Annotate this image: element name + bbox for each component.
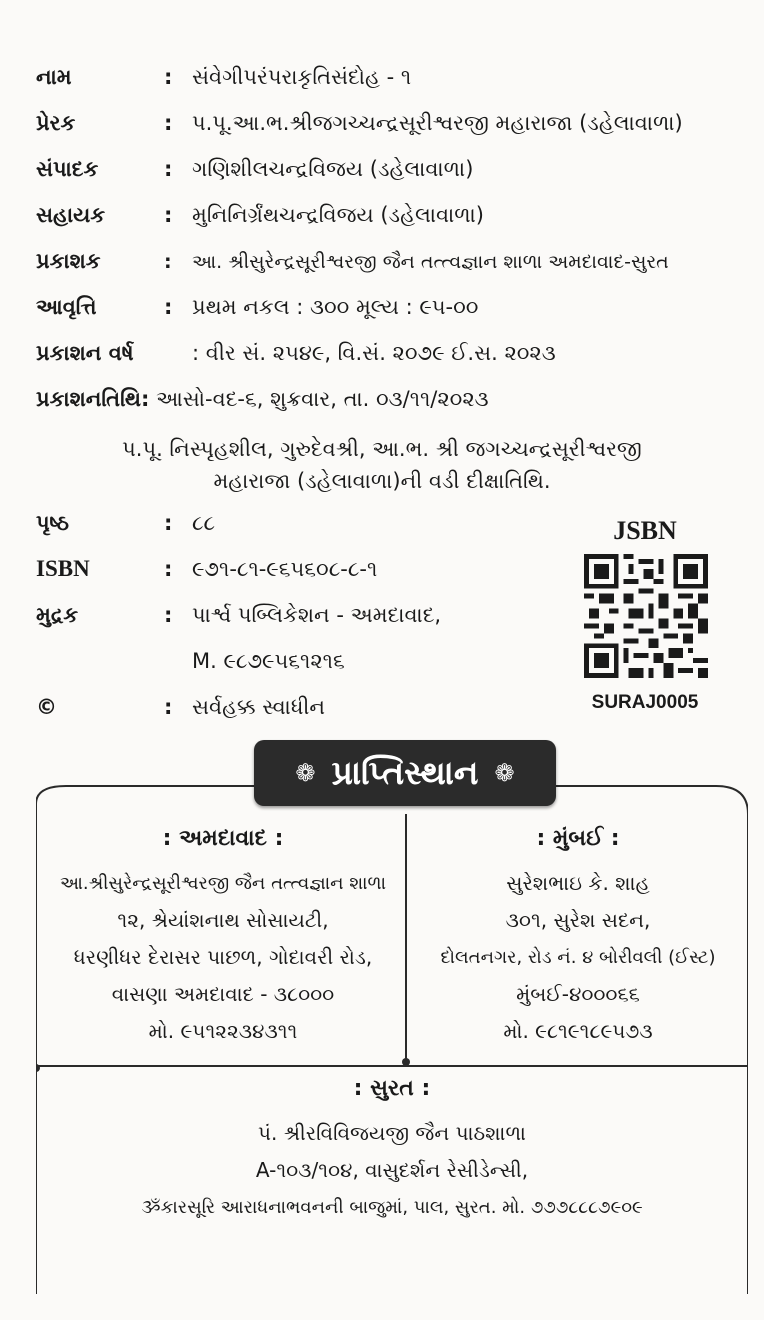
detail-row-year: પ્રકાશન વર્ષ : વીર સં. ૨૫૪૯, વિ.સં. ૨૦૭૯ ઈ.સ. ૨૦૨૩ xyxy=(36,338,556,368)
detail-row-edition: આવૃત્તિ : પ્રથમ નકલ : ૩૦૦ મૂલ્ય : ૯૫-૦૦ xyxy=(36,292,478,322)
detail-label: પૃષ્ઠ xyxy=(36,511,69,535)
jsbn-title: JSBN xyxy=(613,516,677,545)
detail-row-printer: મુદ્રક : પાર્શ્વ પબ્લિકેશન - અમદાવાદ, xyxy=(36,600,441,630)
detail-label: સહાયક xyxy=(36,203,106,227)
detail-value: સર્વહક્ક સ્વાધીન xyxy=(192,695,326,719)
detail-row-assistant: સહાયક : મુનિનિર્ગ્રંથચન્દ્રવિજય (ડહેલાવાળા) xyxy=(36,200,484,230)
address-line: મુંબઈ-૪૦૦૦૬૬ xyxy=(516,982,640,1006)
ahmedabad-heading: : અમદાવાદ : xyxy=(162,826,284,851)
flower-ornament-icon: ❁ xyxy=(295,759,316,787)
detail-value: મુનિનિર્ગ્રંથચન્દ્રવિજય (ડહેલાવાળા) xyxy=(192,203,484,227)
detail-value: પ.પૂ.આ.ભ.શ્રીજગચ્ચન્દ્રસૂરીશ્વરજી મહારાજા (ડહેલાવાળા) xyxy=(192,111,683,135)
jsbn-code: SURAJ0005 xyxy=(591,692,699,713)
detail-row-printer-mobile xyxy=(192,646,345,676)
detail-row-pages: પૃષ્ઠ : ૮૮ xyxy=(36,508,215,538)
detail-value: પ્રથમ નકલ : ૩૦૦ મૂલ્ય : ૯૫-૦૦ xyxy=(192,295,479,319)
detail-value: આ. શ્રીસુરેન્દ્રસૂરીશ્વરજી જૈન તત્ત્વજ્ઞાન શાળા અમદાવાદ-સુરત xyxy=(192,251,669,273)
availability-title: પ્રાપ્તિસ્થાન xyxy=(331,753,479,792)
detail-value: ગણિશીલચન્દ્રવિજય (ડહેલાવાળા) xyxy=(192,157,474,181)
detail-label: પ્રકાશક xyxy=(36,249,101,273)
ahmedabad-address xyxy=(40,820,406,1050)
detail-row-isbn: ISBN : ૯૭૧-૮૧-૯૬૫૬૦૮-૮-૧ xyxy=(36,554,377,584)
detail-row-publisher: પ્રકાશક : આ. શ્રીસુરેન્દ્રસૂરીશ્વરજી જૈન તત્ત્વજ્ઞાન શાળા અમદાવાદ-સુરત xyxy=(36,246,669,277)
surat-heading: : સુરત : xyxy=(353,1076,431,1101)
detail-value: વીર સં. ૨૫૪૯, વિ.સં. ૨૦૭૯ ઈ.સ. ૨૦૨૩ xyxy=(205,341,556,365)
address-line: ૧૨, શ્રેયાંશનાથ સોસાયટી, xyxy=(117,908,329,932)
availability-banner xyxy=(254,740,556,806)
address-line: આ.શ્રીસુરેન્દ્રસૂરીશ્વરજી જૈન તત્ત્વજ્ઞાન શાળા xyxy=(59,873,387,894)
address-line: A-૧૦૩/૧૦૪, વાસુદર્શન રેસીડેન્સી, xyxy=(255,1158,529,1182)
detail-label: પ્રેરક xyxy=(36,111,76,135)
detail-label: સંપાદક xyxy=(36,157,99,181)
dedication-line-2: મહારાજા (ડહેલાવાળા)ની વડી દીક્ષાતિથિ. xyxy=(213,469,551,493)
surat-address xyxy=(40,1070,744,1226)
address-line: મો. ૯૮૧૯૧૮૯૫૭૩ xyxy=(503,1019,653,1043)
address-line: ૐકારસૂરિ આરાધનાભવનની બાજુમાં, પાલ, સુરત. મો. ૭૭૭૮૮૮૭૯૦૯ xyxy=(141,1197,643,1218)
mumbai-heading: : મુંબઈ : xyxy=(536,826,620,851)
detail-label: પ્રકાશન વર્ષ xyxy=(36,341,134,365)
address-line: પં. શ્રીરવિવિજયજી જૈન પાઠશાળા xyxy=(258,1121,526,1145)
qr-code-icon xyxy=(584,554,708,678)
detail-label: નામ xyxy=(36,65,72,89)
detail-row-title: નામ : સંવેગીપરંપરાકૃતિસંદોહ - ૧ xyxy=(36,62,411,92)
address-line: ૩૦૧, સુરેશ સદન, xyxy=(505,908,651,932)
detail-value: ૯૭૧-૮૧-૯૬૫૬૦૮-૮-૧ xyxy=(192,557,378,581)
address-line: દોલતનગર, રોડ નં. ૪ બોરીવલી (ઈસ્ટ) xyxy=(440,947,716,968)
address-line: મો. ૯૫૧૨૨૩૪૩૧૧ xyxy=(148,1019,298,1043)
detail-label: આવૃત્તિ xyxy=(36,295,97,319)
dedication-line-1: પ.પૂ. નિસ્પૃહશીલ, ગુરુદેવશ્રી, આ.ભ. શ્રી જગચ્ચન્દ્રસૂરીશ્વરજી xyxy=(122,437,642,461)
detail-row-editor: સંપાદક : ગણિશીલચન્દ્રવિજય (ડહેલાવાળા) xyxy=(36,154,473,184)
detail-value: M. ૯૮૭૯૫૬૧૨૧૬ xyxy=(192,649,345,673)
detail-label: મુદ્રક xyxy=(36,603,79,627)
detail-label: ISBN xyxy=(36,556,90,581)
detail-value: પાર્શ્વ પબ્લિકેશન - અમદાવાદ, xyxy=(192,603,442,627)
address-line: સુરેશભાઇ કે. શાહ xyxy=(506,871,650,895)
detail-value: ૮૮ xyxy=(192,511,216,535)
mumbai-address xyxy=(410,820,746,1050)
flower-ornament-icon: ❁ xyxy=(494,759,515,787)
detail-row-copyright: © : સર્વહક્ક સ્વાધીન xyxy=(36,692,325,722)
detail-value: આસો-વદ-૬, શુક્રવાર, તા. ૦૩/૧૧/૨૦૨૩ xyxy=(156,387,489,411)
detail-value: સંવેગીપરંપરાકૃતિસંદોહ - ૧ xyxy=(192,65,412,89)
address-line: ધરણીધર દેરાસર પાછળ, ગોદાવરી રોડ, xyxy=(73,945,373,969)
detail-label: પ્રકાશનતિથિ xyxy=(36,387,141,411)
detail-row-date: પ્રકાશનતિથિ: આસો-વદ-૬, શુક્રવાર, તા. ૦૩/૧૧/૨૦૨૩ xyxy=(36,384,489,414)
copyright-icon: © xyxy=(36,695,57,719)
address-line: વાસણા અમદાવાદ - ૩૮૦૦૦ xyxy=(111,982,335,1006)
detail-row-inspirer: પ્રેરક : પ.પૂ.આ.ભ.શ્રીજગચ્ચન્દ્રસૂરીશ્વરજી મહારાજા (ડહેલાવાળા) xyxy=(36,108,683,138)
